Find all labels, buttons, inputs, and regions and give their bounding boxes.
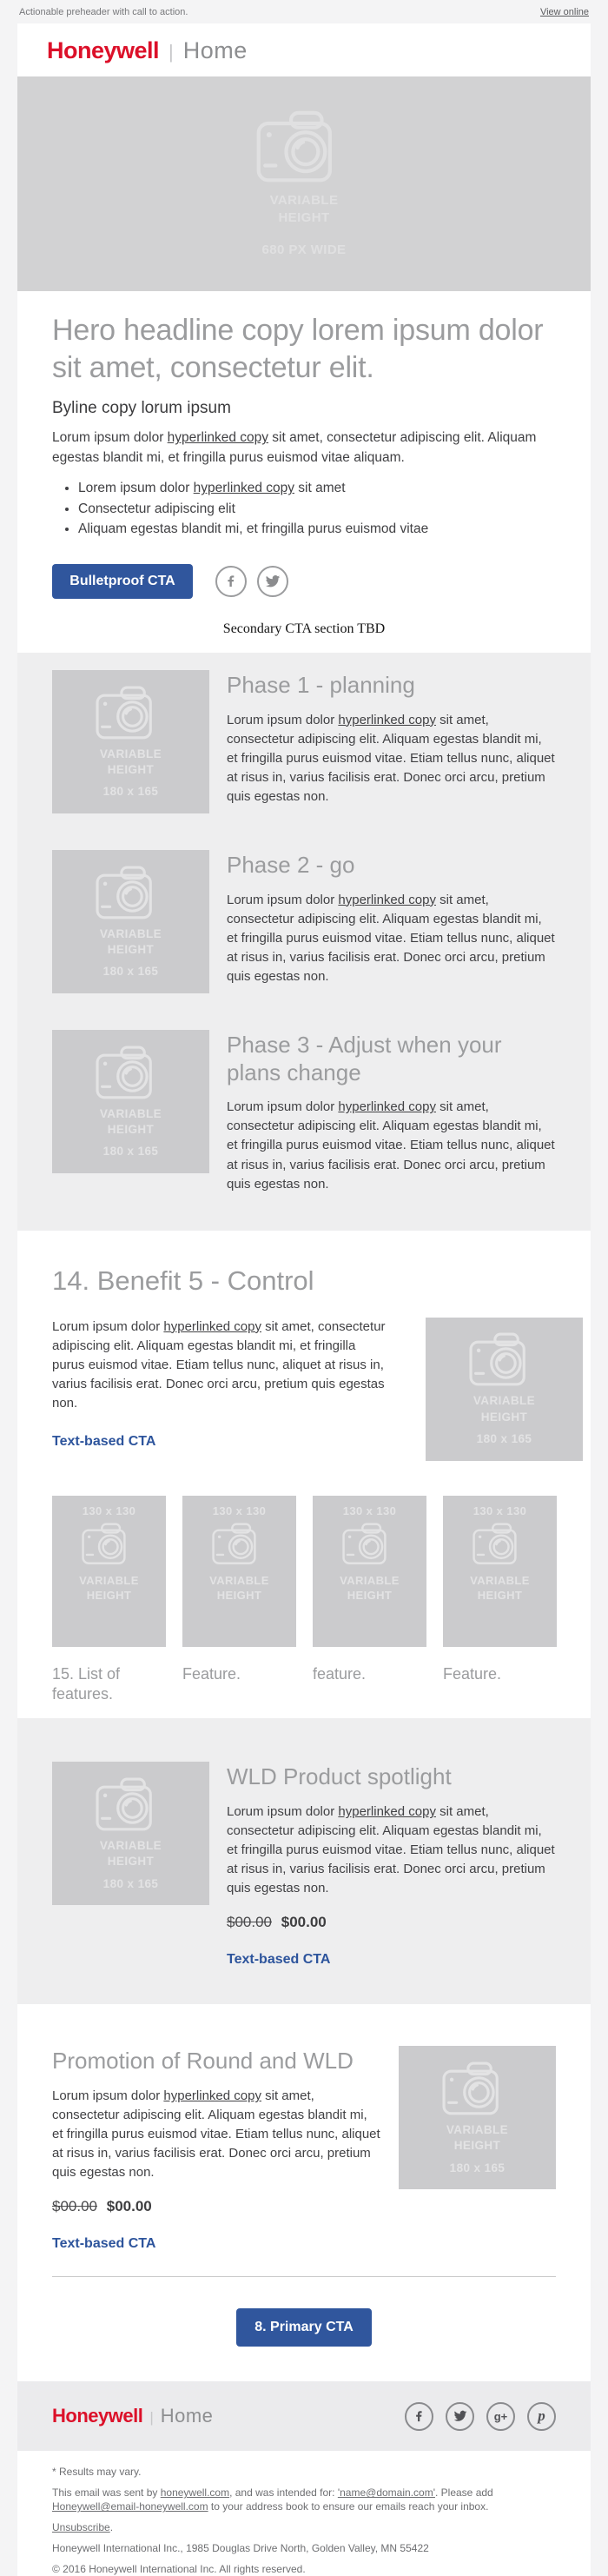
placeholder-label: VARIABLE HEIGHT [269, 192, 339, 225]
phase2-paragraph: Lorum ipsum dolor hyperlinked copy sit amet, consectetur adipiscing elit. Aliquam egestas blandit mi, et fringilla purus euismod vitae. Etiam tellus nunc, aliquet at risus in, varius facilisis erat. Donec orci arcu, pretium quis egestas non. [227, 892, 555, 984]
legal-footer [17, 2451, 591, 2576]
promo-image-placeholder: VARIABLE HEIGHT 180 x 165 [399, 2046, 556, 2189]
twitter-icon[interactable] [257, 566, 288, 597]
email-container [17, 23, 591, 2576]
footer-band [17, 2381, 591, 2451]
preheader-text: Actionable preheader with call to action. [19, 7, 188, 17]
hero-image-placeholder [17, 76, 591, 291]
bullet-item: • Aliquam egestas blandit mi, et fringilla purus euismod vitae [78, 519, 556, 540]
hero-bullet-list [52, 478, 556, 540]
spotlight-text-cta[interactable]: Text-based CTA [227, 1952, 331, 1968]
feature-item-1 [52, 1496, 166, 1705]
hero-copy-section [17, 291, 591, 599]
camera-icon [255, 110, 353, 185]
camera-icon [441, 2061, 514, 2117]
placeholder-size-label: 680 PX WIDE [261, 242, 347, 258]
camera-icon [468, 1332, 541, 1388]
phase-row-2 [52, 850, 556, 993]
hyperlinked-copy-link[interactable]: hyperlinked copy [338, 1804, 436, 1820]
pinterest-icon[interactable]: p [527, 2402, 556, 2431]
phase3-title: Phase 3 - Adjust when your plans change [227, 1031, 502, 1086]
hyperlinked-copy-link[interactable]: hyperlinked copy [338, 1099, 436, 1115]
camera-icon [95, 1046, 168, 1101]
spotlight-image-placeholder: VARIABLE HEIGHT 180 x 165 [52, 1762, 209, 1905]
honeywell-home-logo[interactable] [47, 37, 248, 64]
phases-section [17, 653, 591, 1231]
footer-honeywell-home-logo[interactable] [52, 2405, 213, 2427]
hero-headline: Hero headline copy lorem ipsum dolor sit amet, consectetur elit. [52, 314, 544, 385]
camera-icon [81, 1523, 138, 1566]
sent-by-line: This email was sent by honeywell.com, and was intended for: 'name@domain.com'. Please add Honeywell@email-honeywell.com to your address book to ensure our emails reach your inbox. [52, 2486, 493, 2513]
placeholder-size-label: 180 x 165 [449, 2161, 506, 2174]
promo-price [52, 2198, 381, 2215]
googleplus-icon[interactable]: g+ [486, 2402, 515, 2431]
feature1-image-placeholder: 130 x 130 VARIABLE HEIGHT [52, 1496, 166, 1647]
facebook-icon[interactable] [215, 566, 247, 597]
hyperlinked-copy-link[interactable]: hyperlinked copy [338, 892, 436, 907]
hyperlinked-copy-link[interactable]: hyperlinked copy [163, 2088, 261, 2104]
placeholder-size-label: 180 x 165 [476, 1431, 532, 1445]
primary-cta-button[interactable]: 8. Primary CTA [236, 2308, 372, 2347]
phase2-title: Phase 2 - go [227, 851, 355, 878]
price-old: $00.00 [227, 1914, 272, 1931]
benefit-paragraph: Lorum ipsum dolor hyperlinked copy sit amet, consectetur adipiscing elit. Aliquam egestas blandit mi, et fringilla purus euismod vitae. Etiam tellus nunc, aliquet at risus in, varius facilisis erat. Donec orci arcu, pretium quis egestas non. [52, 1318, 386, 1411]
feature-item-4 [443, 1496, 557, 1705]
footer-social-icons [405, 2402, 556, 2431]
hero-paragraph: Lorum ipsum dolor hyperlinked copy sit amet, consectetur adipiscing elit. Aliquam egestas blandit mi, et fringilla purus euismod vitae aliquam. [52, 430, 537, 465]
phase1-image-placeholder: VARIABLE HEIGHT 180 x 165 [52, 670, 209, 813]
logo-divider: | [149, 2409, 154, 2427]
feature2-caption: Feature. [182, 1664, 241, 1683]
price-old: $00.00 [52, 2198, 97, 2215]
honeywell-wordmark: Honeywell [52, 2405, 143, 2427]
honeywell-wordmark: Honeywell [47, 37, 160, 63]
header-logo-band [17, 23, 591, 76]
phase2-content [227, 850, 556, 993]
spotlight-section [17, 1718, 591, 2004]
feature3-image-placeholder: 130 x 130 VARIABLE HEIGHT [313, 1496, 426, 1647]
sender-email-link[interactable]: Honeywell@email-honeywell.com [52, 2500, 208, 2513]
spotlight-price [227, 1914, 556, 1931]
features-row [52, 1496, 556, 1705]
postal-address: Honeywell International Inc., 1985 Douglas Drive North, Golden Valley, MN 55422 [52, 2542, 429, 2555]
unsubscribe-link[interactable]: Unsubscribe [52, 2521, 110, 2534]
price-new: $00.00 [281, 1914, 327, 1931]
promo-title: Promotion of Round and WLD [52, 2048, 354, 2075]
secondary-cta-note: Secondary CTA section TBD [222, 621, 386, 636]
feature-item-3 [313, 1496, 426, 1705]
preheader-bar [0, 0, 608, 23]
results-disclaimer: * Results may vary. [52, 2466, 142, 2479]
phase1-title: Phase 1 - planning [227, 671, 415, 698]
hyperlinked-copy-link[interactable]: hyperlinked copy [163, 1318, 261, 1334]
promo-columns [52, 2046, 556, 2252]
bullet-item: • Consectetur adipiscing elit [78, 499, 556, 520]
feature3-caption: feature. [313, 1664, 367, 1683]
bulletproof-cta-button[interactable]: Bulletproof CTA [52, 564, 193, 599]
phase-row-3 [52, 1030, 556, 1194]
benefit-columns [52, 1318, 556, 1461]
promo-paragraph: Lorum ipsum dolor hyperlinked copy sit amet, consectetur adipiscing elit. Aliquam egestas blandit mi, et fringilla purus euismod vitae. Etiam tellus nunc, aliquet at risus in, varius facilisis erat. Donec orci arcu, pretium quis egestas non. [52, 2088, 380, 2181]
camera-icon [341, 1523, 399, 1566]
hero-byline: Byline copy lorum ipsum [52, 399, 231, 418]
copyright-line: © 2016 Honeywell International Inc. All rights reserved. [52, 2563, 306, 2576]
benefit-image-placeholder: VARIABLE HEIGHT 180 x 165 [426, 1318, 583, 1461]
benefit-text-column [52, 1318, 391, 1461]
view-online-link[interactable]: View online [539, 7, 589, 17]
feature2-image-placeholder: 130 x 130 VARIABLE HEIGHT [182, 1496, 296, 1647]
phase-row-1 [52, 670, 556, 813]
phase3-image-placeholder: VARIABLE HEIGHT 180 x 165 [52, 1030, 209, 1173]
primary-cta-row [52, 2277, 556, 2381]
hero-cta-row [52, 564, 556, 599]
promo-text-column [52, 2046, 381, 2252]
phase3-content [227, 1030, 556, 1194]
hyperlinked-copy-link[interactable]: hyperlinked copy [167, 430, 268, 446]
promo-text-cta[interactable]: Text-based CTA [52, 2236, 156, 2252]
phase1-paragraph: Lorum ipsum dolor hyperlinked copy sit amet, consectetur adipiscing elit. Aliquam egestas blandit mi, et fringilla purus euismod vitae. Etiam tellus nunc, aliquet at risus in, varius facilisis erat. Donec orci arcu, pretium quis egestas non. [227, 712, 555, 804]
benefit-title: 14. Benefit 5 - Control [52, 1265, 314, 1296]
camera-icon [95, 1777, 168, 1833]
benefit-text-cta[interactable]: Text-based CTA [52, 1433, 156, 1449]
camera-icon [472, 1523, 529, 1566]
feature4-caption: Feature. [443, 1664, 502, 1683]
home-wordmark: Home [160, 2405, 214, 2427]
camera-icon [211, 1523, 268, 1566]
phase2-image-placeholder: VARIABLE HEIGHT 180 x 165 [52, 850, 209, 993]
hyperlinked-copy-link[interactable]: hyperlinked copy [193, 481, 294, 496]
twitter-icon[interactable] [446, 2402, 474, 2431]
unsubscribe-line: Unsubscribe. [52, 2521, 114, 2534]
feature-item-2 [182, 1496, 296, 1705]
spotlight-paragraph: Lorum ipsum dolor hyperlinked copy sit amet, consectetur adipiscing elit. Aliquam egestas blandit mi, et fringilla purus euismod vitae. Etiam tellus nunc, aliquet at risus in, varius facilisis erat. Donec orci arcu, pretium quis egestas non. [227, 1804, 555, 1896]
phase3-paragraph: Lorum ipsum dolor hyperlinked copy sit amet, consectetur adipiscing elit. Aliquam egestas blandit mi, et fringilla purus euismod vitae. Etiam tellus nunc, aliquet at risus in, varius facilisis erat. Donec orci arcu, pretium quis egestas non. [227, 1099, 555, 1192]
promo-section [17, 2004, 591, 2381]
hyperlinked-copy-link[interactable]: hyperlinked copy [338, 712, 436, 727]
price-new: $00.00 [106, 2198, 152, 2215]
camera-icon [95, 686, 168, 741]
camera-icon [95, 866, 168, 921]
facebook-icon[interactable] [405, 2402, 433, 2431]
logo-divider: | [169, 41, 174, 63]
feature4-image-placeholder: 130 x 130 VARIABLE HEIGHT [443, 1496, 557, 1647]
feature1-caption: 15. List of features. [52, 1664, 121, 1703]
honeywell-com-link[interactable]: honeywell.com [160, 2486, 230, 2500]
placeholder-size-label: 180 x 165 [102, 1145, 159, 1159]
hero-social-icons [215, 566, 288, 597]
phase1-content [227, 670, 556, 813]
recipient-email-link[interactable]: 'name@domain.com' [337, 2486, 435, 2500]
spotlight-title: WLD Product spotlight [227, 1763, 452, 1790]
bullet-item: • Lorem ipsum dolor hyperlinked copy sit amet [78, 478, 556, 499]
placeholder-size-label: 180 x 165 [102, 1876, 159, 1890]
placeholder-size-label: 180 x 165 [102, 965, 159, 979]
placeholder-size-label: 180 x 165 [102, 785, 159, 799]
home-wordmark: Home [182, 37, 248, 63]
spotlight-content [227, 1762, 556, 1968]
benefit-section [17, 1231, 591, 1719]
